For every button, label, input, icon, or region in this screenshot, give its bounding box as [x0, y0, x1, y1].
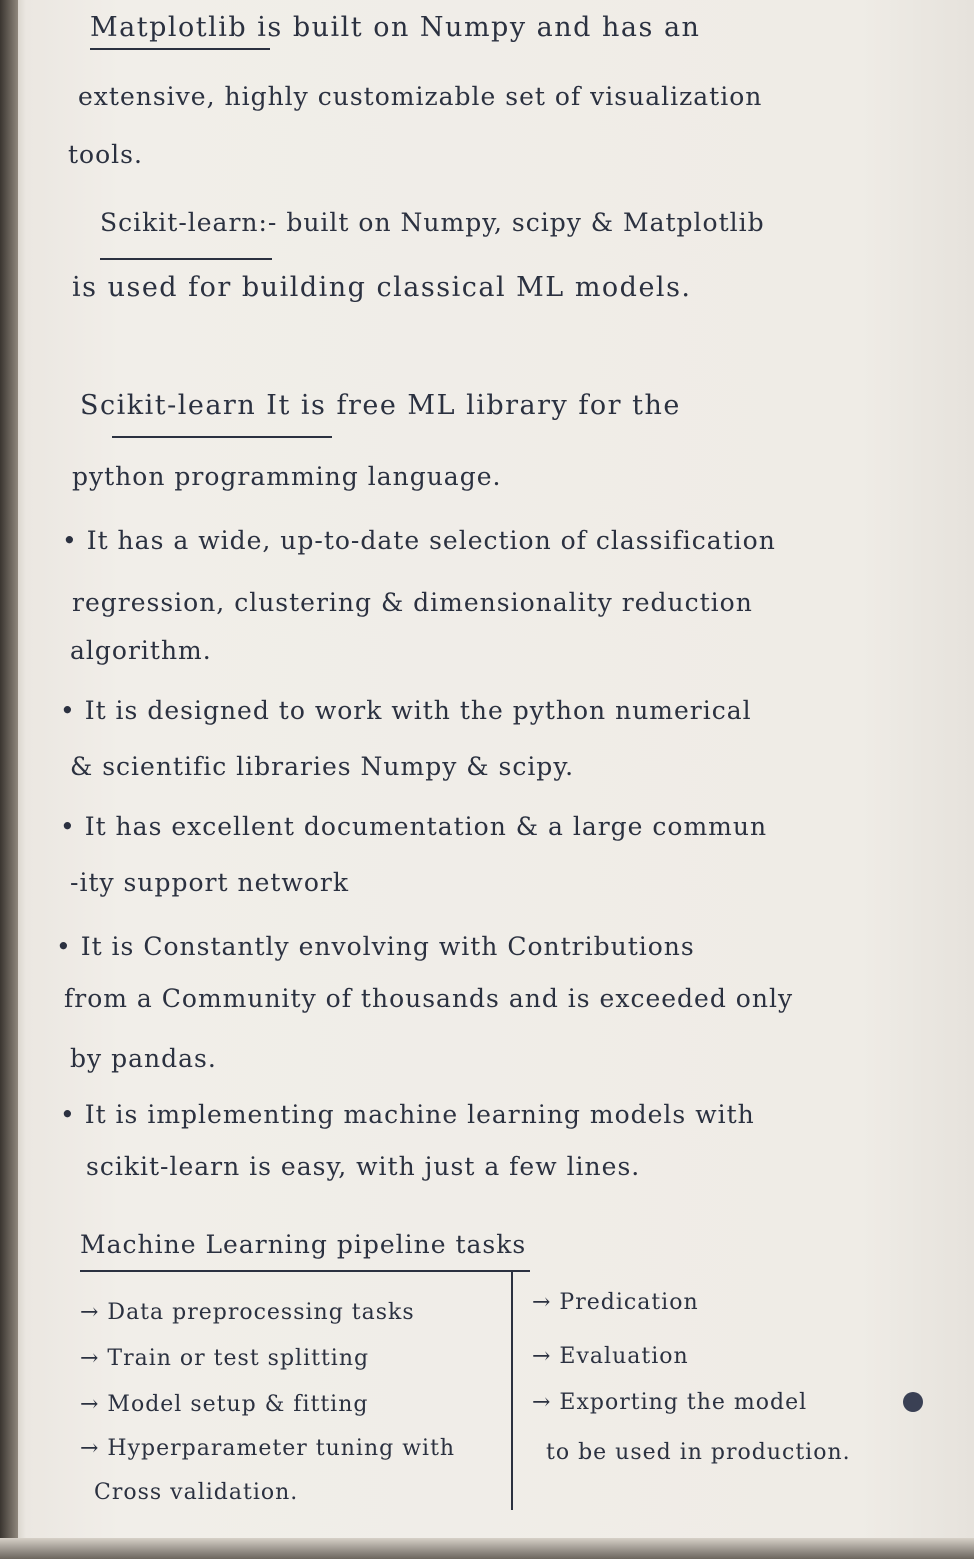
- note-line-16: from a Community of thousands and is exceeded only: [64, 984, 794, 1013]
- binding-shadow: [0, 0, 18, 1559]
- note-line-17: by pandas.: [70, 1044, 217, 1073]
- pipeline-table-divider: [511, 1272, 513, 1510]
- pipeline-left-item-5: Cross validation.: [94, 1480, 299, 1505]
- bullet-line-15: • It is Constantly envolving with Contributions: [56, 932, 695, 961]
- page-bottom-edge: [0, 1538, 974, 1559]
- underline-matplotlib: [90, 48, 270, 50]
- note-line-6: Scikit-learn It is free ML library for the: [80, 390, 681, 421]
- note-line-3: tools.: [68, 140, 143, 169]
- pipeline-table-rule: [80, 1270, 530, 1272]
- bullet-line-13: • It has excellent documentation & a large commun: [60, 812, 768, 841]
- pipeline-right-item-4: to be used in production.: [546, 1440, 851, 1465]
- note-line-9: regression, clustering & dimensionality reduction: [72, 588, 753, 617]
- pipeline-heading: Machine Learning pipeline tasks: [80, 1230, 527, 1259]
- note-line-19: scikit-learn is easy, with just a few lines.: [86, 1152, 641, 1181]
- pipeline-right-item-2: → Evaluation: [532, 1344, 689, 1369]
- note-line-7: python programming language.: [72, 462, 502, 491]
- pipeline-left-item-4: → Hyperparameter tuning with: [80, 1436, 456, 1461]
- note-line-1: Matplotlib is built on Numpy and has an: [90, 12, 701, 43]
- pipeline-right-item-3: → Exporting the model: [532, 1390, 808, 1415]
- bullet-line-18: • It is implementing machine learning models with: [60, 1100, 755, 1129]
- ink-blot: [903, 1392, 923, 1412]
- bullet-line-11: • It is designed to work with the python numerical: [60, 696, 752, 725]
- underline-scikit-learn-1: [100, 258, 272, 260]
- note-line-12: & scientific libraries Numpy & scipy.: [70, 752, 575, 781]
- pipeline-left-item-3: → Model setup & fitting: [80, 1392, 369, 1417]
- pipeline-left-item-2: → Train or test splitting: [80, 1346, 370, 1371]
- underline-scikit-learn-2: [112, 436, 332, 438]
- note-line-2: extensive, highly customizable set of visualization: [78, 82, 763, 111]
- note-line-4: Scikit-learn:- built on Numpy, scipy & Matplotlib: [100, 208, 765, 237]
- note-line-5: is used for building classical ML models.: [72, 272, 692, 303]
- pipeline-right-item-1: → Predication: [532, 1290, 699, 1315]
- note-line-10: algorithm.: [70, 636, 212, 665]
- pipeline-left-item-1: → Data preprocessing tasks: [80, 1300, 415, 1325]
- bullet-line-8: • It has a wide, up-to-date selection of classification: [62, 526, 776, 555]
- note-line-14: -ity support network: [70, 868, 349, 897]
